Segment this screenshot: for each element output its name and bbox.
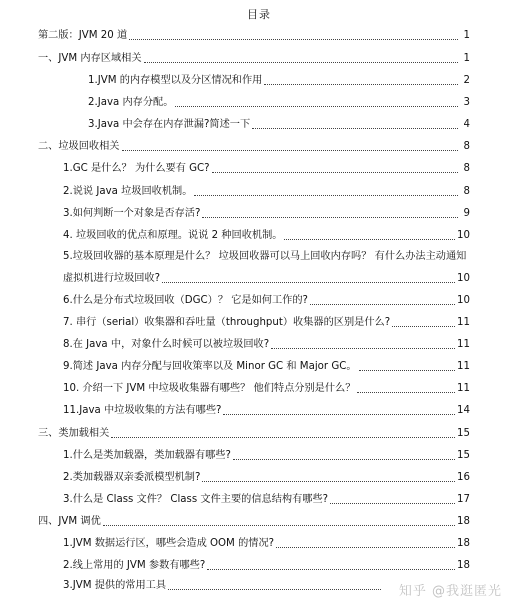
toc-entry-text: 10. 介绍一下 JVM 中垃圾收集器有哪些？ 他们特点分别是什么？ — [63, 383, 356, 394]
toc-page-number: 8 — [463, 141, 470, 152]
toc-page-number: 11 — [457, 317, 470, 328]
toc-entry-text: 二、垃圾回收相关 — [38, 141, 120, 152]
toc-entry[interactable] — [63, 316, 470, 329]
toc-page-number: 10 — [457, 273, 470, 284]
dot-leader — [168, 589, 381, 590]
dot-leader — [129, 39, 458, 40]
toc-entry[interactable] — [63, 579, 393, 592]
toc-entry-text: 3.Java 中会存在内存泄漏?简述一下 — [88, 119, 251, 130]
toc-entry-text: 2.类加载器双亲委派模型机制? — [63, 472, 201, 483]
dot-leader — [144, 62, 458, 63]
toc-entry-section-1[interactable] — [38, 52, 470, 65]
dot-leader — [357, 392, 455, 393]
dot-leader — [233, 459, 455, 460]
dot-leader — [207, 569, 455, 570]
toc-entry[interactable] — [63, 294, 470, 307]
toc-entry-wrapped-first-line[interactable]: 5.垃圾回收器的基本原理是什么？ 垃圾回收器可以马上回收内存吗？ 有什么办法主动通知 — [63, 251, 467, 262]
toc-page-number: 18 — [457, 516, 470, 527]
toc-page-number: 10 — [457, 230, 470, 241]
toc-entry[interactable] — [63, 471, 470, 484]
toc-entry-text: 11.Java 中垃圾收集的方法有哪些? — [63, 405, 222, 416]
dot-leader — [111, 437, 455, 438]
toc-entry-text: 3.什么是 Class 文件？ Class 文件主要的信息结构有哪些? — [63, 494, 329, 505]
toc-entry-text: 8.在 Java 中，对象什么时候可以被垃圾回收? — [63, 339, 270, 350]
toc-entry[interactable] — [63, 559, 470, 572]
toc-page-number: 11 — [457, 361, 470, 372]
toc-entry[interactable] — [63, 382, 470, 395]
toc-title: 目录 — [247, 8, 271, 21]
toc-entry[interactable] — [63, 404, 470, 417]
toc-entry[interactable] — [63, 360, 470, 373]
toc-entry[interactable] — [63, 537, 470, 550]
toc-entry-text: 四、JVM 调优 — [38, 516, 101, 527]
toc-page-number: 16 — [457, 472, 470, 483]
toc-entry[interactable] — [88, 118, 470, 131]
toc-page-number: 8 — [463, 186, 470, 197]
toc-entry[interactable] — [63, 207, 470, 220]
toc-entry-text: 3.如何判断一个对象是否存活? — [63, 208, 201, 219]
toc-page-number: 9 — [463, 208, 470, 219]
dot-leader — [264, 84, 458, 85]
dot-leader — [392, 326, 455, 327]
toc-entry-text: 第二版：JVM 20 道 — [38, 30, 128, 41]
dot-leader — [202, 217, 458, 218]
toc-entry-text: 1.JVM 的内存模型以及分区情况和作用 — [88, 75, 263, 86]
toc-entry-text: 9.简述 Java 内存分配与回收策率以及 Minor GC 和 Major GC。 — [63, 361, 357, 372]
toc-entry-text: 2.线上常用的 JVM 参数有哪些? — [63, 560, 206, 571]
dot-leader — [271, 348, 455, 349]
toc-page-number: 1 — [463, 30, 470, 41]
toc-entry-text: 三、类加载相关 — [38, 428, 110, 439]
toc-page-number: 8 — [463, 163, 470, 174]
toc-page-number: 2 — [463, 75, 470, 86]
toc-entry-text: 1.JVM 数据运行区，哪些会造成 OOM 的情况? — [63, 538, 275, 549]
toc-page-number: 10 — [457, 295, 470, 306]
toc-entry[interactable] — [63, 449, 470, 462]
toc-page-number: 3 — [463, 97, 470, 108]
toc-entry-section-3[interactable] — [38, 427, 470, 440]
dot-leader — [223, 414, 455, 415]
toc-entry-text: 一、JVM 内存区域相关 — [38, 53, 142, 64]
toc-page-number: 1 — [463, 53, 470, 64]
toc-entry[interactable] — [63, 493, 470, 506]
toc-page-number: 14 — [457, 405, 470, 416]
dot-leader — [122, 150, 459, 151]
dot-leader — [202, 481, 455, 482]
dot-leader — [310, 304, 455, 305]
toc-entry-text: 1.GC 是什么？ 为什么要有 GC? — [63, 163, 210, 174]
toc-entry-text: 1.什么是类加载器，类加载器有哪些? — [63, 450, 231, 461]
toc-entry[interactable] — [63, 185, 470, 198]
dot-leader — [252, 128, 458, 129]
toc-entry-text: 虚拟机进行垃圾回收? — [63, 273, 161, 284]
toc-entry[interactable] — [63, 272, 470, 285]
toc-entry-text: 2.说说 Java 垃圾回收机制。 — [63, 186, 193, 197]
toc-page-number: 4 — [463, 119, 470, 130]
toc-entry[interactable] — [63, 229, 470, 242]
toc-page-number: 17 — [457, 494, 470, 505]
toc-entry[interactable] — [88, 74, 470, 87]
toc-entry-text: 7. 串行（serial）收集器和吞吐量（throughput）收集器的区别是什么? — [63, 317, 391, 328]
dot-leader — [175, 106, 458, 107]
dot-leader — [103, 525, 455, 526]
toc-entry[interactable] — [88, 96, 470, 109]
toc-entry-text: 4. 垃圾回收的优点和原理。说说 2 种回收机制。 — [63, 230, 283, 241]
toc-page-number: 11 — [457, 339, 470, 350]
dot-leader — [284, 239, 455, 240]
toc-entry[interactable] — [63, 162, 470, 175]
toc-page-number: 15 — [457, 450, 470, 461]
toc-entry-text: 3.JVM 提供的常用工具 — [63, 580, 167, 591]
toc-page-number: 11 — [457, 383, 470, 394]
dot-leader — [212, 172, 458, 173]
toc-entry-text: 2.Java 内存分配。 — [88, 97, 174, 108]
toc-entry[interactable] — [63, 338, 470, 351]
toc-page-number: 18 — [457, 538, 470, 549]
toc-entry-text: 6.什么是分布式垃圾回收（DGC）？ 它是如何工作的? — [63, 295, 308, 306]
watermark-text: 知乎 @我逛匿光 — [398, 584, 502, 599]
dot-leader — [162, 282, 455, 283]
toc-page-number: 15 — [457, 428, 470, 439]
toc-page-number: 18 — [457, 560, 470, 571]
dot-leader — [194, 195, 458, 196]
dot-leader — [330, 503, 455, 504]
dot-leader — [276, 547, 455, 548]
toc-entry-section-4[interactable] — [38, 515, 470, 528]
toc-entry-section-2[interactable] — [38, 140, 470, 153]
dot-leader — [359, 370, 456, 371]
toc-entry-edition[interactable] — [38, 29, 470, 42]
